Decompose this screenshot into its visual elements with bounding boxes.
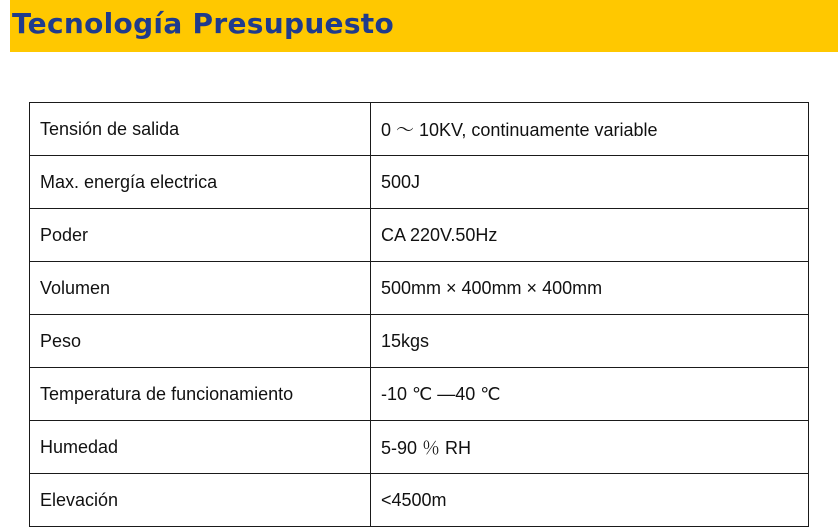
spec-label: Volumen (30, 262, 371, 315)
table-row (30, 421, 809, 474)
spec-value: CA 220V.50Hz (371, 209, 809, 262)
spec-value: 0 ～ 10KV, continuamente variable (371, 103, 809, 156)
spec-label: Poder (30, 209, 371, 262)
spec-table (29, 102, 809, 527)
title-banner (10, 0, 838, 52)
spec-label: Tensión de salida (30, 103, 371, 156)
table-row (30, 368, 809, 421)
page-title: Tecnología Presupuesto (12, 7, 395, 40)
spec-label: Temperatura de funcionamiento (30, 368, 371, 421)
table-row (30, 156, 809, 209)
table-row (30, 209, 809, 262)
spec-value: 500mm × 400mm × 400mm (371, 262, 809, 315)
table-row (30, 315, 809, 368)
table-row (30, 262, 809, 315)
spec-value: -10 ℃ —40 ℃ (371, 368, 809, 421)
table-row (30, 474, 809, 527)
spec-label: Elevación (30, 474, 371, 527)
table-row (30, 103, 809, 156)
spec-value: 15kgs (371, 315, 809, 368)
spec-value: <4500m (371, 474, 809, 527)
spec-label: Peso (30, 315, 371, 368)
spec-label: Max. energía electrica (30, 156, 371, 209)
spec-label: Humedad (30, 421, 371, 474)
spec-value: 5-90 ％ RH (371, 421, 809, 474)
spec-value: 500J (371, 156, 809, 209)
